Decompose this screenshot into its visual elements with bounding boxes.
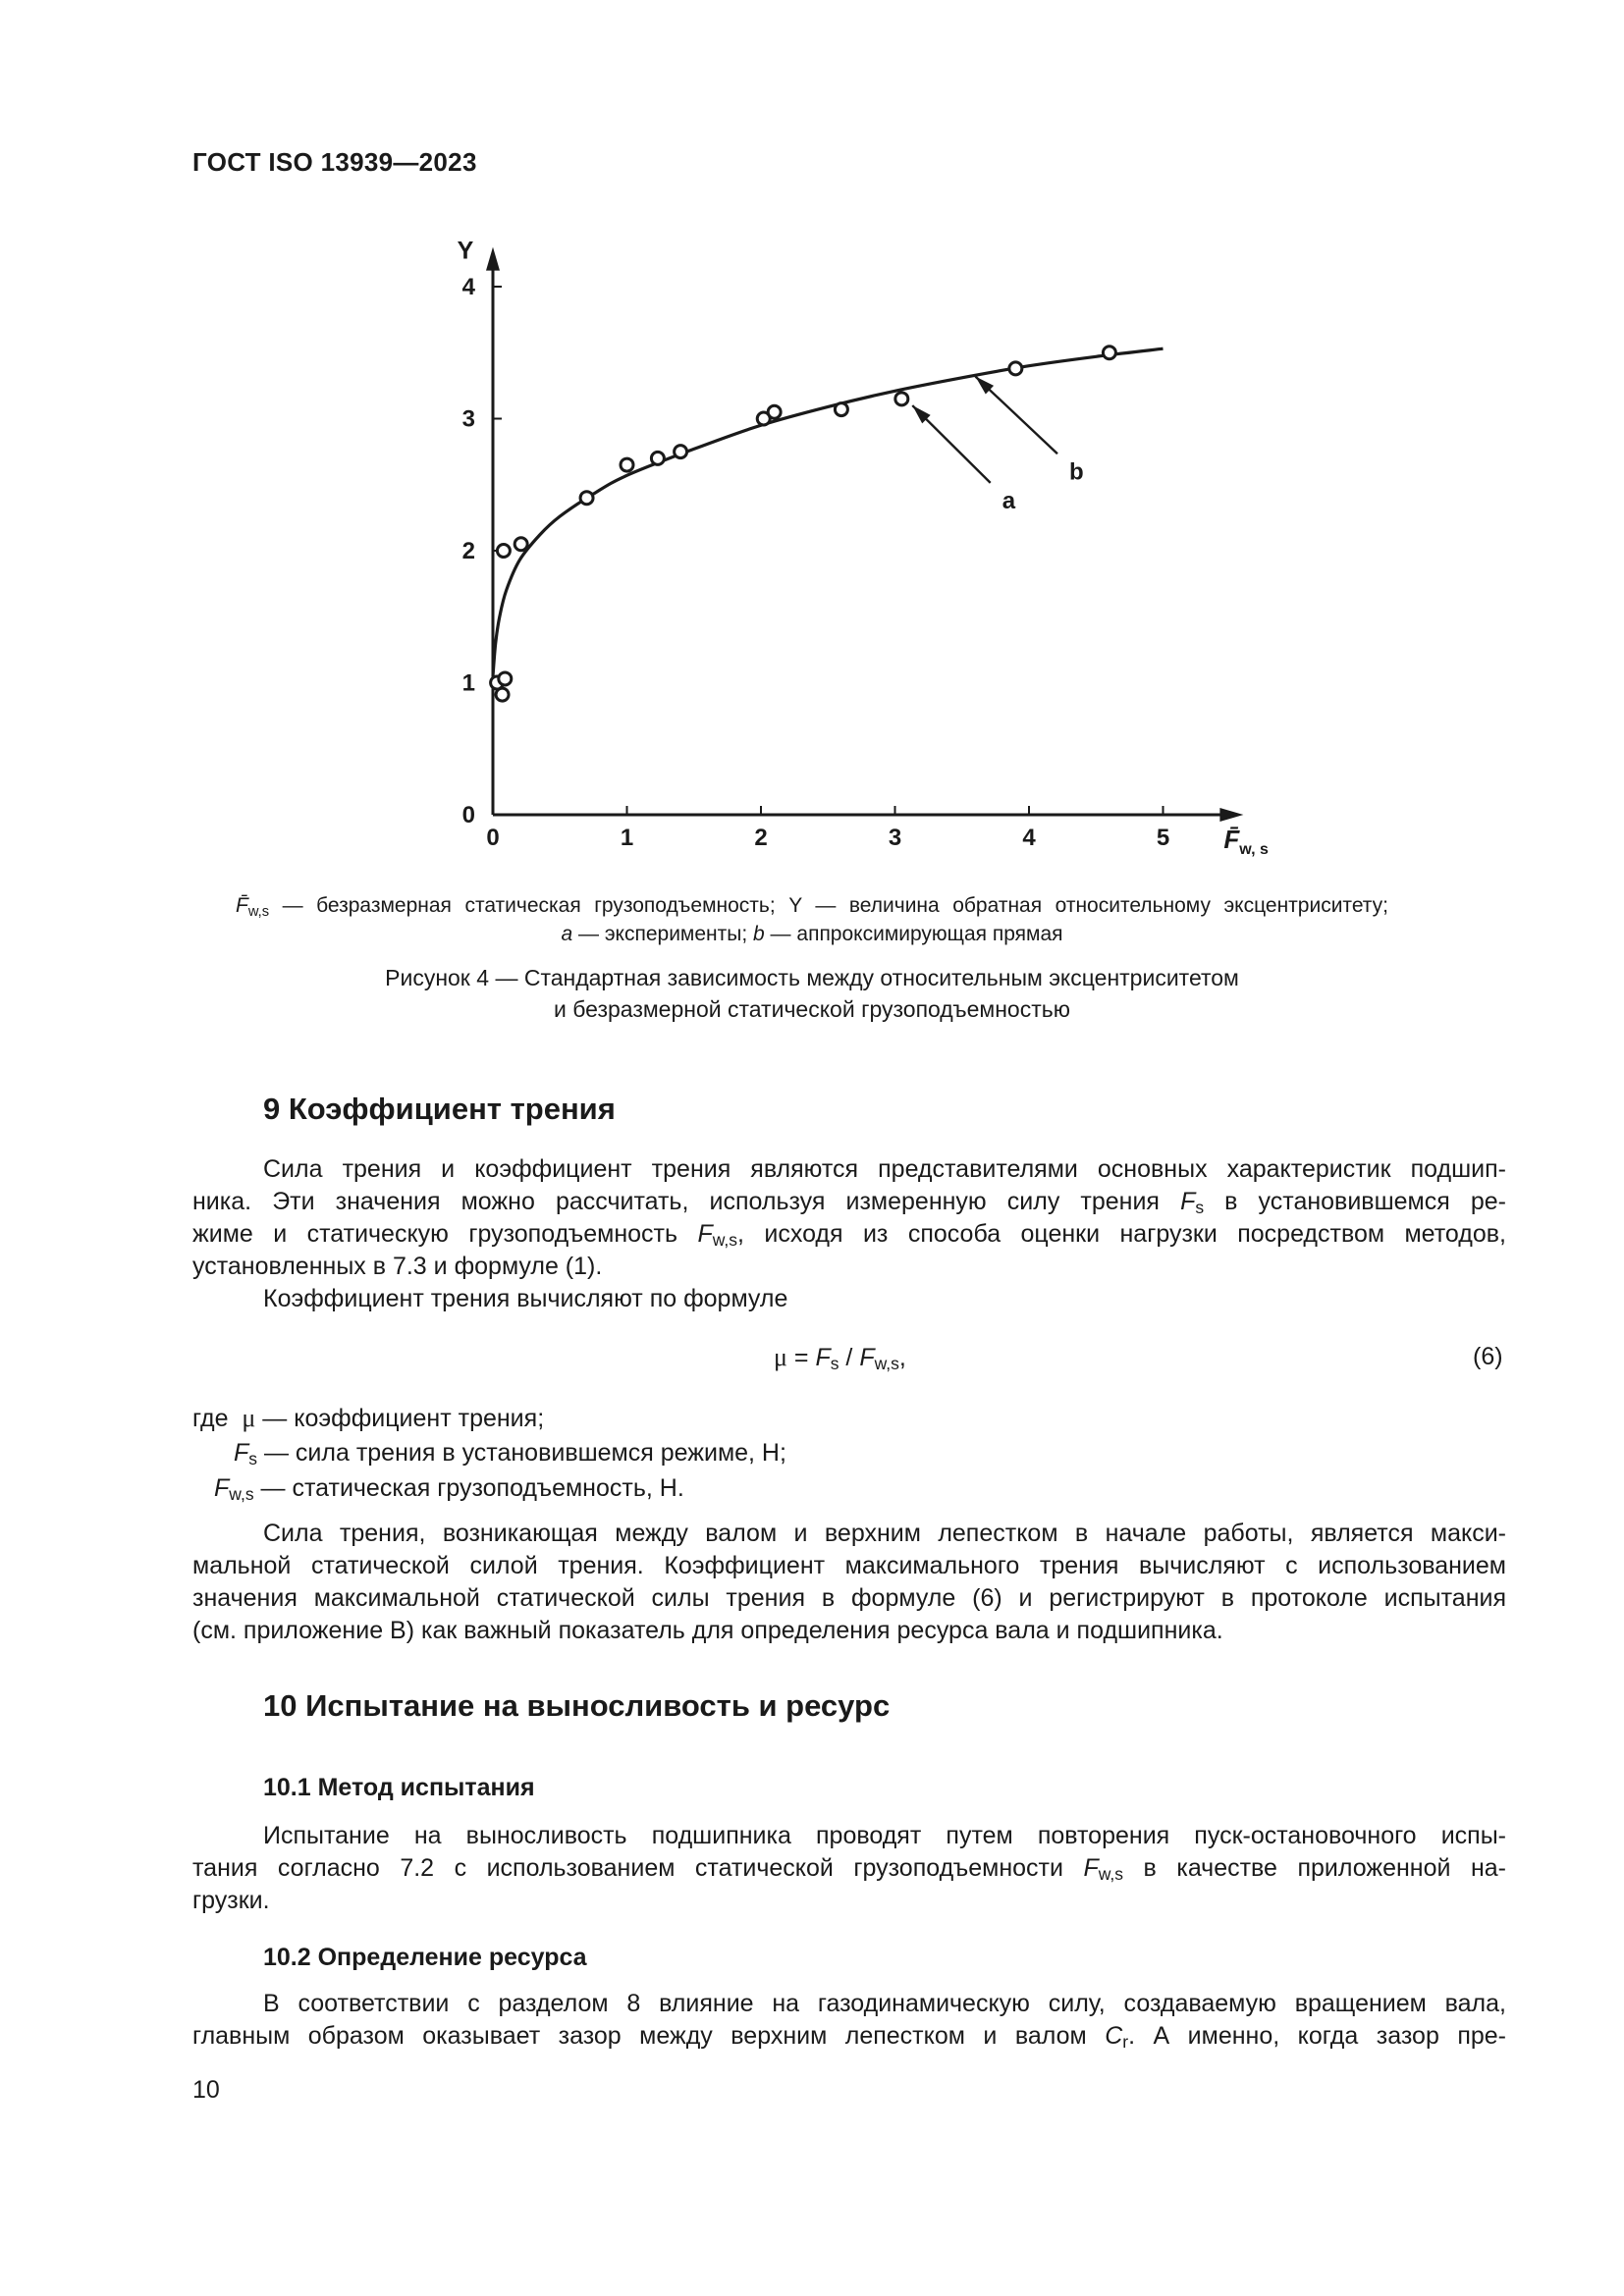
- legend-b-text: — аппроксимирующая прямая: [764, 923, 1063, 945]
- y-tick-label: 3: [461, 405, 475, 433]
- force-subscript: s: [1195, 1198, 1205, 1217]
- approximating-curve-b: [493, 348, 1164, 676]
- legend-symbol-subscript: w,s: [247, 904, 270, 920]
- experiment-point: [675, 446, 687, 458]
- experiment-point: [496, 688, 509, 701]
- load-capacity-symbol: F: [697, 1220, 713, 1248]
- section-10-title: 10 Испытание на выносливость и ресурс: [263, 1688, 891, 1723]
- formula-comma: ,: [898, 1344, 906, 1371]
- paragraph-line: грузки.: [192, 1887, 270, 1914]
- paragraph-line: Сила трения, возникающая между валом и верхним лепестком в начале работы, является макси-: [263, 1520, 1506, 1547]
- annotation-label-b: b: [1068, 458, 1084, 486]
- paragraph-line: В соответствии с разделом 8 влияние на газодинамическую силу, создаваемую вращением вала,: [263, 1990, 1506, 2017]
- figure-caption-line-2: и безразмерной статической грузоподъемностью: [554, 996, 1070, 1022]
- x-tick-label: 5: [1156, 825, 1170, 851]
- formula-equals: =: [786, 1344, 816, 1371]
- x-tick-label: 1: [620, 825, 634, 851]
- x-tick-label: 2: [754, 825, 768, 851]
- formula-load-subscript: w,s: [874, 1354, 899, 1373]
- figure-legend-line-2: [236, 920, 1388, 948]
- experiment-point: [1103, 347, 1115, 359]
- def-force-symbol: F: [234, 1439, 249, 1467]
- where-label: где: [192, 1405, 229, 1432]
- y-tick-label: 2: [461, 538, 475, 564]
- y-axis-label: Y: [457, 237, 474, 265]
- load-capacity-subscript: w,s: [1098, 1864, 1124, 1884]
- formula-load-symbol: F: [859, 1344, 875, 1371]
- text-run: главным образом оказывает зазор между верхним лепестком и валом: [192, 2022, 1106, 2050]
- definition-text: — сила трения в установившемся режиме, Н;: [257, 1439, 786, 1467]
- paragraph-line: Сила трения и коэффициент трения являются представителями основных характеристик подшип-: [263, 1155, 1506, 1183]
- legend-b-label: b: [753, 923, 765, 945]
- load-capacity-subscript: w,s: [712, 1230, 738, 1250]
- experiment-point: [497, 545, 510, 558]
- paragraph-line: [192, 1852, 1506, 1885]
- experiment-point: [580, 492, 593, 505]
- section-9-paragraph-3: [192, 1518, 1506, 1647]
- paragraph-line: установленных в 7.3 и формуле (1).: [192, 1253, 603, 1280]
- force-symbol: F: [1180, 1188, 1196, 1215]
- paragraph-line: Испытание на выносливость подшипника проводят путем повторения пуск-остановочного испы-: [263, 1822, 1506, 1849]
- y-tick-label: 1: [461, 669, 475, 697]
- load-capacity-symbol: F: [1083, 1854, 1099, 1882]
- def-load-subscript: w,s: [229, 1484, 254, 1504]
- def-load-symbol: F: [214, 1474, 230, 1502]
- legend-a-text: — эксперименты;: [572, 923, 754, 945]
- experiment-point: [895, 393, 908, 405]
- experiment-point: [499, 672, 512, 685]
- definition-text: — статическая грузоподъемность, Н.: [253, 1474, 684, 1502]
- section-9-title: 9 Коэффициент трения: [263, 1092, 616, 1126]
- section-10-2-paragraph: [192, 1988, 1506, 2053]
- text-run: , исходя из способа оценки нагрузки посредством методов,: [737, 1220, 1506, 1248]
- legend-a-label: a: [561, 923, 573, 945]
- text-run: ника. Эти значения можно рассчитать, используя измеренную силу трения: [192, 1188, 1181, 1215]
- paragraph-line: [192, 1186, 1506, 1218]
- y-tick-label: 4: [461, 274, 475, 300]
- legend-symbol: F̄: [236, 894, 248, 917]
- formula-6: [774, 1341, 906, 1374]
- section-9-paragraph-2: Коэффициент трения вычисляют по формуле: [263, 1285, 788, 1312]
- formula-force-subscript: s: [830, 1354, 839, 1373]
- paragraph-line: значения максимальной статической силы трения в формуле (6) и регистрируют в протоколе испытания: [192, 1584, 1506, 1612]
- section-10-1-title: 10.1 Метод испытания: [263, 1774, 535, 1801]
- eccentricity-chart: [432, 221, 1276, 869]
- clearance-symbol: C: [1105, 2022, 1123, 2050]
- figure-caption: [236, 962, 1388, 1025]
- y-axis-arrow: [486, 247, 500, 271]
- def-mu-symbol: μ: [242, 1404, 256, 1432]
- text-run: . А именно, когда зазор пре-: [1128, 2022, 1506, 2050]
- experiment-point: [768, 405, 781, 418]
- definition-2: [234, 1437, 786, 1469]
- paragraph-line: [192, 1218, 1506, 1251]
- text-run: жиме и статическую грузоподъемность: [192, 1220, 698, 1248]
- x-axis-arrow: [1219, 808, 1243, 822]
- mu-symbol: μ: [774, 1343, 787, 1371]
- figure-legend-line-1: [236, 891, 1388, 920]
- x-axis-label: $F̄_{w, s}$: [1223, 825, 1269, 858]
- experiment-point: [514, 538, 527, 551]
- paragraph-line: мальной статической силой трения. Коэффициент максимального трения вычисляют с использованием: [192, 1552, 1506, 1579]
- text-run: тания согласно 7.2 с использованием статической грузоподъемности: [192, 1854, 1084, 1882]
- section-9-paragraph-1: [192, 1153, 1506, 1283]
- formula-force-symbol: F: [815, 1344, 831, 1371]
- section-10-2-title: 10.2 Определение ресурса: [263, 1944, 587, 1971]
- text-run: в установившемся ре-: [1204, 1188, 1506, 1215]
- experiment-point: [621, 458, 633, 471]
- definition-1: [192, 1402, 544, 1435]
- paragraph-line: [192, 2020, 1506, 2053]
- definition-3: [214, 1472, 684, 1505]
- formula-slash: /: [839, 1344, 860, 1371]
- x-tick-label: 3: [888, 825, 902, 851]
- document-header: ГОСТ ISO 13939—2023: [192, 147, 477, 177]
- formula-number: (6): [1473, 1343, 1503, 1370]
- y-tick-label: 0: [461, 802, 475, 828]
- figure-legend: [236, 891, 1388, 948]
- annotation-label-a: a: [1001, 487, 1016, 514]
- clearance-subscript: r: [1122, 2032, 1129, 2052]
- figure-caption-line-1: Рисунок 4 — Стандартная зависимость между относительным эксцентриситетом: [385, 965, 1239, 990]
- x-tick-label: 4: [1022, 825, 1036, 851]
- definition-text: — коэффициент трения;: [255, 1405, 545, 1432]
- text-run: в качестве приложенной на-: [1123, 1854, 1506, 1882]
- paragraph-line: (см. приложение В) как важный показатель для определения ресурса вала и подшипника.: [192, 1617, 1223, 1644]
- section-10-1-paragraph: [192, 1820, 1506, 1917]
- x-tick-label: 0: [486, 825, 500, 851]
- def-force-subscript: s: [248, 1449, 258, 1468]
- experiment-point: [1009, 362, 1022, 375]
- experiment-point: [835, 403, 847, 416]
- legend-line1-text: — безразмерная статическая грузоподъемность; Y — величина обратная относительному эксцентриситету;: [269, 894, 1388, 917]
- page-number: 10: [192, 2076, 220, 2104]
- experiment-point: [651, 452, 664, 464]
